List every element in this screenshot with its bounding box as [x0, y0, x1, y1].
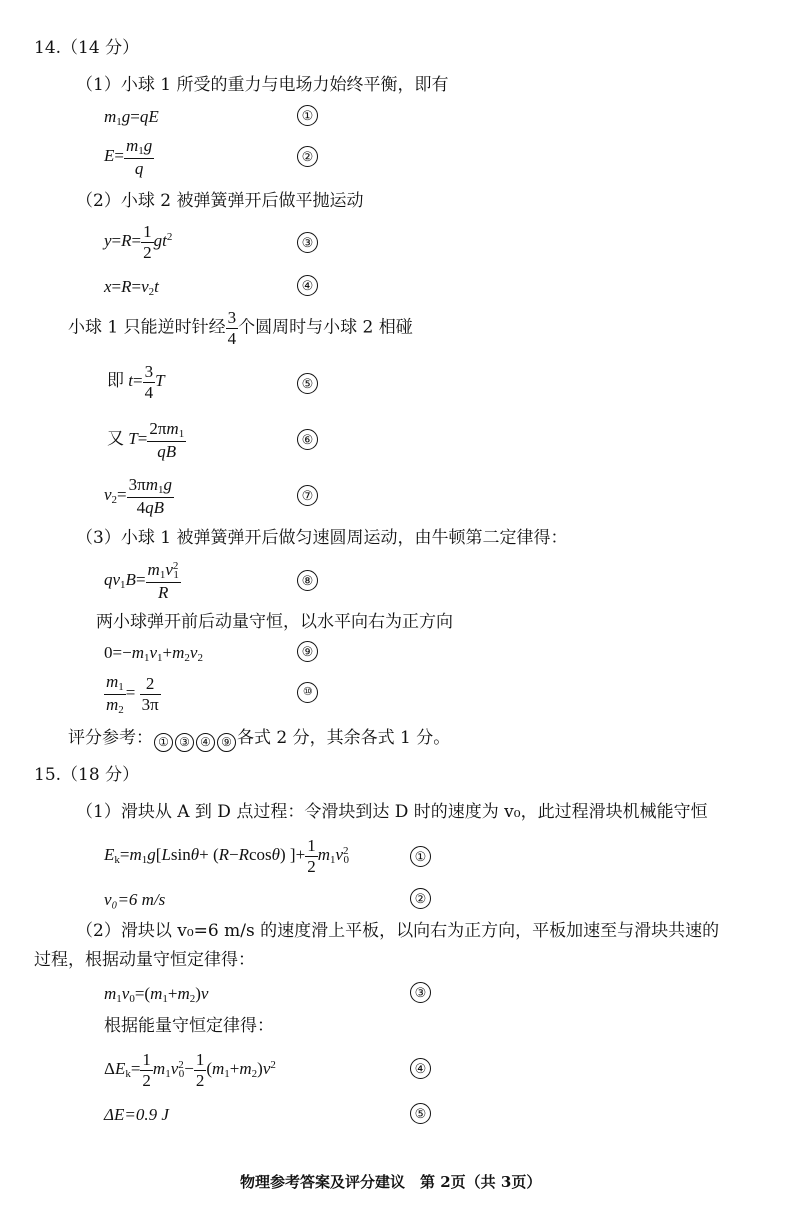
q14-collide-line: 小球 1 只能逆时针经 $\frac{3}{4}$ 个圆周时与小球 2 相碰 — [68, 308, 413, 348]
eq-mark-2: ② — [297, 146, 318, 167]
q15-energy-intro: 根据能量守恒定律得： — [104, 1016, 274, 1036]
q15-eq-mark-5: ⑤ — [410, 1103, 431, 1124]
eq-mark-5: ⑤ — [297, 373, 318, 394]
q14-part1-intro: （1）小球 1 所受的重力与电场力始终平衡，即有 — [76, 75, 449, 95]
eq-dE-value: ΔE=0.9 J — [104, 1105, 169, 1124]
q14-part3-intro: （3）小球 1 被弹簧弹开后做匀速圆周运动，由牛顿第二定律得： — [76, 528, 568, 548]
q14-header: 14.（14 分） — [34, 38, 140, 58]
eq-E-frac: E= $\frac{m_1g}{q}$ — [104, 136, 153, 178]
eq-dEk: $\Delta E_k=$ $\frac{1}{2}$ $m_1v^2_0-$ $\frac{1}{2}$ $(m_1+m_2)v^2$ — [104, 1050, 276, 1090]
q14-part2-intro: （2）小球 2 被弹簧弹开后做平抛运动 — [76, 191, 364, 211]
eq-y-R: y=R= $\frac{1}{2}$ $gt^2$ — [104, 222, 173, 262]
q15-part2-line1: （2）滑块以 v₀=6 m/s 的速度滑上平板，以向右为正方向，平板加速至与滑块共速的 — [76, 921, 720, 941]
eq-T-period: 又 T= $\frac{2\pi m_1}{qB}$ — [107, 419, 185, 461]
page-footer: 物理参考答案及评分建议 第 2页（共 3页） — [240, 1173, 542, 1191]
eq-momentum-15: $m_1v_0=(m_1+m_2)v$ — [104, 984, 209, 1005]
eq-mark-7: ⑦ — [297, 485, 318, 506]
eq-mark-8: ⑧ — [297, 570, 318, 591]
q15-eq-mark-4: ④ — [410, 1058, 431, 1079]
q15-eq-mark-2: ② — [410, 888, 431, 909]
q15-part1-intro: （1）滑块从 A 到 D 点过程：令滑块到达 D 时的速度为 v₀，此过程滑块机械能守恒 — [76, 802, 708, 822]
q14-momentum-line: 两小球弹开前后动量守恒，以水平向右为正方向 — [96, 612, 453, 632]
eq-mark-6: ⑥ — [297, 429, 318, 450]
q15-eq-mark-3: ③ — [410, 982, 431, 1003]
eq-mark-3: ③ — [297, 232, 318, 253]
eq-qv1B: $qv_1B=$ $\frac{m_1v^2_1}{R}$ — [104, 560, 179, 602]
eq-momentum: $0=-m_1v_1+m_2v_2$ — [104, 643, 203, 664]
eq-mass-ratio: $\frac{m_1}{m_2}$ = $\frac{2}{3\pi}$ — [106, 672, 159, 716]
eq-t-3T4: 即 t= $\frac{3}{4}$ T — [107, 362, 165, 402]
eq-v2: $v_2=$ $\frac{3\pi m_1g}{4qB}$ — [104, 475, 173, 517]
eq-x-R: $x=R=v_2t$ — [104, 277, 159, 298]
eq-mark-9: ⑨ — [297, 641, 318, 662]
q15-part2-line2: 过程，根据动量守恒定律得： — [34, 950, 255, 970]
eq-m1g-qE: $m_1g=qE$ — [104, 107, 159, 128]
eq-Ek: $E_k=m_1g[Lsin\theta+ (R-Rcos\theta)$ ]+ $\frac{1}{2}$ $m_1v^2_0$ — [104, 836, 350, 876]
eq-mark-10: ⑩ — [297, 682, 318, 703]
q15-header: 15.（18 分） — [34, 765, 140, 785]
q15-eq-mark-1: ① — [410, 846, 431, 867]
eq-mark-1: ① — [297, 105, 318, 126]
eq-mark-4: ④ — [297, 275, 318, 296]
eq-v0-value: v₀=6 m/s — [104, 890, 166, 909]
q14-score-note: 评分参考： ① ③ ④ ⑨ 各式 2 分，其余各式 1 分。 — [68, 730, 450, 752]
